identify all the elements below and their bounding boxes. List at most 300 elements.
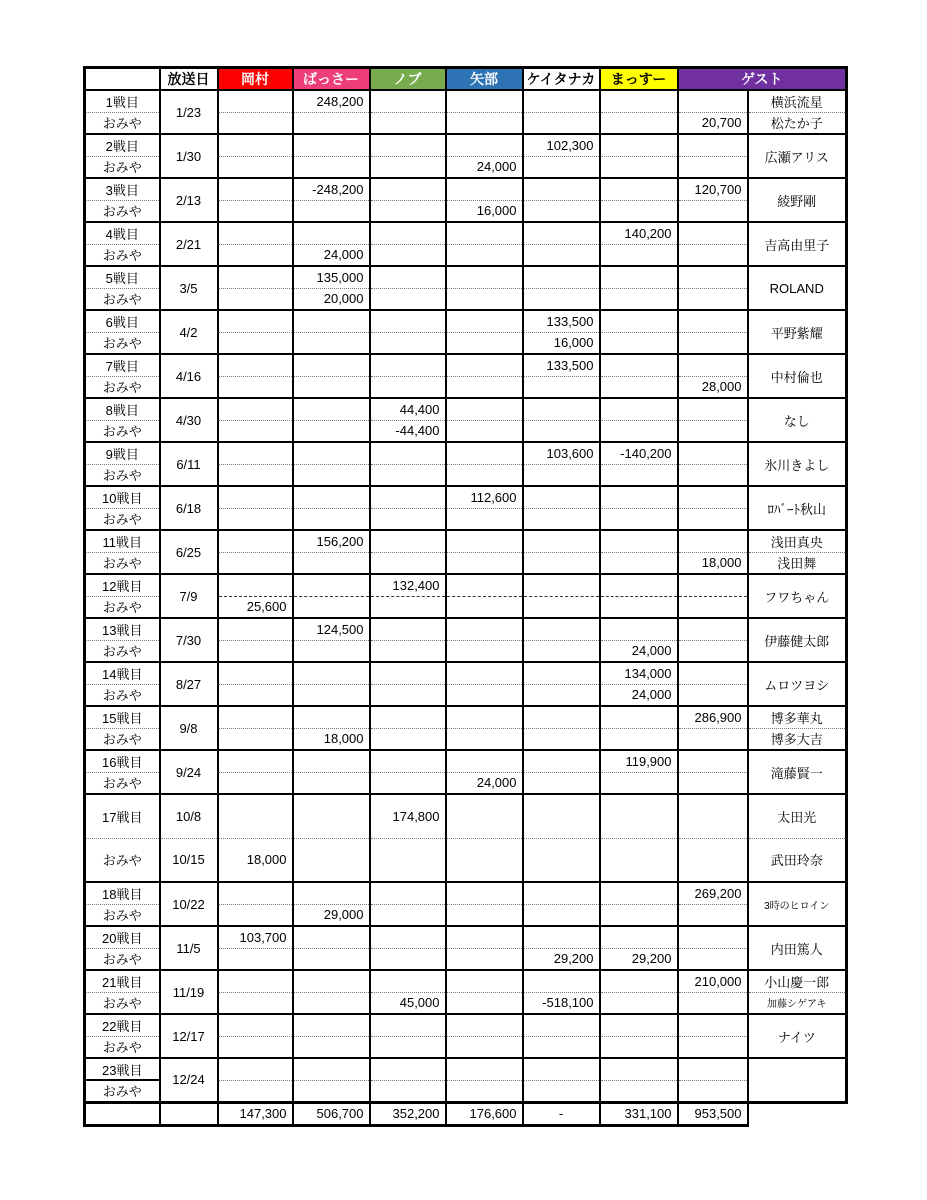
value-cell-keitanaka [523, 574, 600, 596]
value-cell-bassa [293, 948, 370, 970]
value-cell-keitanaka [523, 464, 600, 486]
guest-name-cell: なし [748, 398, 847, 442]
value-cell-yabe [446, 640, 523, 662]
value-cell-massu [600, 530, 678, 552]
value-cell-massu [600, 838, 678, 882]
value-cell-keitanaka [523, 904, 600, 926]
battle-label-cell: 11戦目 [85, 530, 160, 552]
value-cell-nobu [370, 156, 446, 178]
value-cell-nobu [370, 288, 446, 310]
value-cell-keitanaka: 16,000 [523, 332, 600, 354]
value-cell-bassa [293, 772, 370, 794]
value-cell-guest_amt [678, 266, 748, 288]
omiya-label-cell: おみや [85, 838, 160, 882]
value-cell-guest_amt [678, 200, 748, 222]
omiya-label-cell: おみや [85, 948, 160, 970]
value-cell-keitanaka [523, 706, 600, 728]
value-cell-okamura [218, 992, 293, 1014]
value-cell-bassa [293, 442, 370, 464]
value-cell-guest_amt [678, 926, 748, 948]
omiya-label-cell: おみや [85, 420, 160, 442]
value-cell-keitanaka [523, 288, 600, 310]
guest-name-cell: 中村倫也 [748, 354, 847, 398]
date-cell: 1/30 [160, 134, 218, 178]
value-cell-okamura [218, 244, 293, 266]
value-cell-bassa [293, 1080, 370, 1102]
value-cell-yabe [446, 992, 523, 1014]
value-cell-guest_amt: 28,000 [678, 376, 748, 398]
value-cell-okamura [218, 112, 293, 134]
value-cell-bassa [293, 464, 370, 486]
value-cell-bassa [293, 332, 370, 354]
battle-label-cell: 6戦目 [85, 310, 160, 332]
value-cell-okamura [218, 882, 293, 904]
value-cell-yabe [446, 596, 523, 618]
omiya-label-cell: おみや [85, 332, 160, 354]
value-cell-bassa [293, 970, 370, 992]
value-cell-yabe [446, 618, 523, 640]
omiya-label-cell: おみや [85, 1036, 160, 1058]
value-cell-massu [600, 574, 678, 596]
value-cell-guest_amt [678, 90, 748, 112]
value-cell-yabe [446, 332, 523, 354]
value-cell-guest_amt [678, 574, 748, 596]
value-cell-yabe [446, 926, 523, 948]
value-cell-bassa [293, 640, 370, 662]
value-cell-bassa [293, 838, 370, 882]
header-keitanaka: ケイタナカ [523, 68, 600, 91]
battle-row-top [85, 970, 847, 992]
value-cell-keitanaka [523, 222, 600, 244]
value-cell-nobu [370, 684, 446, 706]
value-cell-massu [600, 1058, 678, 1080]
value-cell-okamura [218, 508, 293, 530]
value-cell-massu [600, 1036, 678, 1058]
value-cell-bassa: 135,000 [293, 266, 370, 288]
guest-name-cell: 氷川きよし [748, 442, 847, 486]
value-cell-massu [600, 200, 678, 222]
value-cell-bassa [293, 882, 370, 904]
value-cell-okamura [218, 552, 293, 574]
value-cell-okamura [218, 420, 293, 442]
guest-name-cell: 博多華丸 [748, 706, 847, 728]
battle-row-top [85, 266, 847, 288]
battle-label-cell: 21戦目 [85, 970, 160, 992]
battle-label-cell: 1戦目 [85, 90, 160, 112]
guest-name-cell: ナイツ [748, 1014, 847, 1058]
value-cell-bassa: 20,000 [293, 288, 370, 310]
value-cell-okamura [218, 794, 293, 838]
value-cell-massu [600, 244, 678, 266]
header-okamura: 岡村 [218, 68, 293, 91]
value-cell-okamura [218, 706, 293, 728]
value-cell-massu [600, 486, 678, 508]
date-cell: 7/9 [160, 574, 218, 618]
value-cell-nobu [370, 1058, 446, 1080]
value-cell-yabe [446, 530, 523, 552]
value-cell-bassa: 18,000 [293, 728, 370, 750]
battle-row-top [85, 486, 847, 508]
value-cell-bassa [293, 1014, 370, 1036]
value-cell-nobu [370, 948, 446, 970]
value-cell-keitanaka [523, 530, 600, 552]
value-cell-bassa [293, 574, 370, 596]
omiya-label-cell: おみや [85, 904, 160, 926]
battle-row-top [85, 662, 847, 684]
value-cell-okamura [218, 222, 293, 244]
value-cell-massu [600, 706, 678, 728]
value-cell-guest_amt [678, 750, 748, 772]
omiya-label-cell: おみや [85, 772, 160, 794]
guest-name-cell: 3時のヒロイン [748, 882, 847, 926]
value-cell-okamura [218, 772, 293, 794]
total-date-cell [160, 1102, 218, 1125]
value-cell-bassa [293, 552, 370, 574]
value-cell-bassa [293, 1036, 370, 1058]
value-cell-yabe: 24,000 [446, 772, 523, 794]
value-cell-nobu [370, 662, 446, 684]
value-cell-yabe [446, 310, 523, 332]
date-cell: 10/15 [160, 838, 218, 882]
value-cell-massu [600, 926, 678, 948]
total-cell-nobu: 352,200 [370, 1102, 446, 1125]
value-cell-keitanaka [523, 1080, 600, 1102]
value-cell-bassa [293, 706, 370, 728]
value-cell-okamura [218, 266, 293, 288]
value-cell-yabe [446, 750, 523, 772]
value-cell-nobu [370, 1080, 446, 1102]
value-cell-massu: 29,200 [600, 948, 678, 970]
date-cell: 12/24 [160, 1058, 218, 1102]
battle-row-top [85, 1058, 847, 1080]
value-cell-bassa [293, 310, 370, 332]
value-cell-nobu [370, 508, 446, 530]
value-cell-keitanaka [523, 112, 600, 134]
date-cell: 9/8 [160, 706, 218, 750]
value-cell-okamura [218, 90, 293, 112]
value-cell-nobu [370, 244, 446, 266]
value-cell-yabe [446, 442, 523, 464]
date-cell: 11/5 [160, 926, 218, 970]
value-cell-yabe [446, 684, 523, 706]
value-cell-guest_amt [678, 684, 748, 706]
guest-name-cell: 滝藤賢一 [748, 750, 847, 794]
guest-name-cell: ﾛﾊﾞｰﾄ秋山 [748, 486, 847, 530]
value-cell-guest_amt [678, 948, 748, 970]
value-cell-keitanaka: -518,100 [523, 992, 600, 1014]
guest-name-cell: ROLAND [748, 266, 847, 310]
date-cell: 8/27 [160, 662, 218, 706]
value-cell-okamura [218, 1014, 293, 1036]
value-cell-keitanaka [523, 244, 600, 266]
value-cell-okamura: 18,000 [218, 838, 293, 882]
battle-row-top [85, 750, 847, 772]
value-cell-okamura [218, 332, 293, 354]
value-cell-bassa [293, 398, 370, 420]
value-cell-massu [600, 904, 678, 926]
value-cell-nobu [370, 464, 446, 486]
total-label-cell [85, 1102, 160, 1125]
value-cell-massu [600, 90, 678, 112]
value-cell-okamura [218, 1036, 293, 1058]
battle-label-cell: 15戦目 [85, 706, 160, 728]
value-cell-guest_amt [678, 772, 748, 794]
value-cell-keitanaka [523, 750, 600, 772]
total-cell-okamura: 147,300 [218, 1102, 293, 1125]
value-cell-guest_amt [678, 992, 748, 1014]
value-cell-guest_amt [678, 1014, 748, 1036]
value-cell-keitanaka [523, 552, 600, 574]
value-cell-yabe [446, 794, 523, 838]
value-cell-guest_amt: 120,700 [678, 178, 748, 200]
battle-label-cell: 20戦目 [85, 926, 160, 948]
battle-row-top [85, 882, 847, 904]
value-cell-yabe [446, 134, 523, 156]
date-cell: 2/13 [160, 178, 218, 222]
value-cell-massu: 119,900 [600, 750, 678, 772]
guest-name-cell: 武田玲奈 [748, 838, 847, 882]
omiya-label-cell: おみや [85, 728, 160, 750]
value-cell-massu [600, 552, 678, 574]
value-cell-guest_amt [678, 310, 748, 332]
battle-label-cell: 2戦目 [85, 134, 160, 156]
value-cell-nobu [370, 1036, 446, 1058]
value-cell-nobu [370, 134, 446, 156]
value-cell-yabe [446, 728, 523, 750]
value-cell-keitanaka [523, 1036, 600, 1058]
value-cell-bassa [293, 376, 370, 398]
value-cell-nobu [370, 112, 446, 134]
value-cell-keitanaka: 103,600 [523, 442, 600, 464]
header-bassa: ばっさー [293, 68, 370, 91]
value-cell-bassa [293, 112, 370, 134]
value-cell-nobu [370, 926, 446, 948]
value-cell-guest_amt: 18,000 [678, 552, 748, 574]
value-cell-okamura [218, 1058, 293, 1080]
guest-name-cell: 綾野剛 [748, 178, 847, 222]
guest-name-cell: 平野紫耀 [748, 310, 847, 354]
value-cell-okamura [218, 574, 293, 596]
date-cell: 10/22 [160, 882, 218, 926]
header-date: 放送日 [160, 68, 218, 91]
value-cell-guest_amt [678, 640, 748, 662]
value-cell-yabe [446, 244, 523, 266]
value-cell-bassa [293, 1058, 370, 1080]
value-cell-massu [600, 376, 678, 398]
value-cell-okamura [218, 288, 293, 310]
value-cell-yabe [446, 552, 523, 574]
battle-row-bottom [85, 838, 847, 882]
value-cell-yabe [446, 398, 523, 420]
value-cell-yabe [446, 288, 523, 310]
total-cell-yabe: 176,600 [446, 1102, 523, 1125]
value-cell-guest_amt [678, 662, 748, 684]
battle-label-cell: 23戦目 [85, 1058, 160, 1080]
value-cell-bassa: 156,200 [293, 530, 370, 552]
header-nobu: ノブ [370, 68, 446, 91]
battle-row-top [85, 354, 847, 376]
value-cell-okamura [218, 904, 293, 926]
value-cell-nobu [370, 266, 446, 288]
value-cell-guest_amt [678, 794, 748, 838]
battle-row-top [85, 134, 847, 156]
value-cell-okamura [218, 398, 293, 420]
value-cell-okamura [218, 376, 293, 398]
value-cell-nobu [370, 970, 446, 992]
value-cell-nobu [370, 838, 446, 882]
value-cell-guest_amt [678, 332, 748, 354]
value-cell-guest_amt [678, 464, 748, 486]
value-cell-guest_amt [678, 486, 748, 508]
battle-row-top [85, 222, 847, 244]
value-cell-nobu [370, 728, 446, 750]
omiya-label-cell: おみや [85, 640, 160, 662]
value-cell-yabe [446, 1080, 523, 1102]
battle-label-cell: 16戦目 [85, 750, 160, 772]
value-cell-yabe [446, 222, 523, 244]
date-cell: 2/21 [160, 222, 218, 266]
battle-label-cell: 3戦目 [85, 178, 160, 200]
value-cell-guest_amt [678, 420, 748, 442]
battle-label-cell: 12戦目 [85, 574, 160, 596]
value-cell-massu: -140,200 [600, 442, 678, 464]
date-cell: 6/11 [160, 442, 218, 486]
value-cell-yabe: 112,600 [446, 486, 523, 508]
value-cell-yabe [446, 112, 523, 134]
value-cell-guest_amt [678, 244, 748, 266]
value-cell-yabe [446, 706, 523, 728]
value-cell-guest_amt: 286,900 [678, 706, 748, 728]
value-cell-bassa: 29,000 [293, 904, 370, 926]
value-cell-nobu [370, 354, 446, 376]
total-cell-guest_amt: 953,500 [678, 1102, 748, 1125]
value-cell-guest_amt [678, 728, 748, 750]
value-cell-guest_amt [678, 618, 748, 640]
value-cell-guest_amt: 269,200 [678, 882, 748, 904]
value-cell-keitanaka [523, 794, 600, 838]
value-cell-guest_amt [678, 1080, 748, 1102]
battle-label-cell: 18戦目 [85, 882, 160, 904]
value-cell-guest_amt [678, 222, 748, 244]
date-cell: 7/30 [160, 618, 218, 662]
value-cell-keitanaka [523, 508, 600, 530]
value-cell-massu: 140,200 [600, 222, 678, 244]
value-cell-guest_amt [678, 530, 748, 552]
value-cell-massu [600, 310, 678, 332]
guest-name-cell: 横浜流星 [748, 90, 847, 112]
value-cell-guest_amt [678, 398, 748, 420]
value-cell-bassa [293, 156, 370, 178]
value-cell-guest_amt: 210,000 [678, 970, 748, 992]
score-table-body [85, 68, 847, 1126]
value-cell-keitanaka [523, 640, 600, 662]
value-cell-nobu [370, 200, 446, 222]
value-cell-bassa [293, 486, 370, 508]
value-cell-bassa [293, 794, 370, 838]
date-cell: 12/17 [160, 1014, 218, 1058]
value-cell-massu [600, 596, 678, 618]
guest-name-cell: 博多大吉 [748, 728, 847, 750]
battle-row-top [85, 706, 847, 728]
omiya-label-cell: おみや [85, 112, 160, 134]
value-cell-yabe [446, 574, 523, 596]
battle-row-top [85, 442, 847, 464]
value-cell-keitanaka: 133,500 [523, 354, 600, 376]
date-cell: 6/18 [160, 486, 218, 530]
total-cell-keitanaka: - [523, 1102, 600, 1125]
omiya-label-cell: おみや [85, 288, 160, 310]
value-cell-keitanaka [523, 156, 600, 178]
omiya-label-cell: おみや [85, 200, 160, 222]
value-cell-keitanaka [523, 178, 600, 200]
value-cell-bassa [293, 420, 370, 442]
battle-label-cell: 22戦目 [85, 1014, 160, 1036]
omiya-label-cell: おみや [85, 508, 160, 530]
corner-cell [85, 68, 160, 91]
date-cell: 4/30 [160, 398, 218, 442]
battle-row-top [85, 530, 847, 552]
value-cell-okamura [218, 310, 293, 332]
value-cell-okamura [218, 354, 293, 376]
value-cell-nobu [370, 706, 446, 728]
value-cell-bassa [293, 508, 370, 530]
value-cell-guest_amt [678, 508, 748, 530]
omiya-label-cell: おみや [85, 376, 160, 398]
value-cell-yabe [446, 420, 523, 442]
value-cell-bassa [293, 662, 370, 684]
value-cell-nobu: -44,400 [370, 420, 446, 442]
date-cell: 11/19 [160, 970, 218, 1014]
guest-name-cell: 伊藤健太郎 [748, 618, 847, 662]
battle-row-top [85, 574, 847, 596]
value-cell-nobu [370, 552, 446, 574]
value-cell-massu [600, 178, 678, 200]
value-cell-guest_amt [678, 904, 748, 926]
value-cell-massu [600, 772, 678, 794]
value-cell-keitanaka [523, 882, 600, 904]
value-cell-okamura [218, 750, 293, 772]
value-cell-guest_amt [678, 838, 748, 882]
value-cell-bassa: 124,500 [293, 618, 370, 640]
value-cell-nobu [370, 640, 446, 662]
battle-label-cell: 5戦目 [85, 266, 160, 288]
value-cell-nobu [370, 442, 446, 464]
value-cell-massu [600, 970, 678, 992]
guest-name-cell: ムロツヨシ [748, 662, 847, 706]
value-cell-massu [600, 1080, 678, 1102]
value-cell-massu [600, 618, 678, 640]
value-cell-massu [600, 794, 678, 838]
value-cell-keitanaka [523, 398, 600, 420]
omiya-label-cell: おみや [85, 1080, 160, 1102]
value-cell-yabe [446, 266, 523, 288]
value-cell-okamura [218, 662, 293, 684]
battle-label-cell: 17戦目 [85, 794, 160, 838]
omiya-label-cell: おみや [85, 156, 160, 178]
total-cell-massu: 331,100 [600, 1102, 678, 1125]
value-cell-nobu [370, 178, 446, 200]
value-cell-yabe [446, 662, 523, 684]
value-cell-yabe [446, 882, 523, 904]
value-cell-nobu: 132,400 [370, 574, 446, 596]
battle-label-cell: 9戦目 [85, 442, 160, 464]
guest-name-cell: 吉高由里子 [748, 222, 847, 266]
value-cell-massu: 24,000 [600, 640, 678, 662]
value-cell-guest_amt [678, 134, 748, 156]
value-cell-bassa [293, 750, 370, 772]
value-cell-guest_amt [678, 354, 748, 376]
battle-row-top [85, 1014, 847, 1036]
